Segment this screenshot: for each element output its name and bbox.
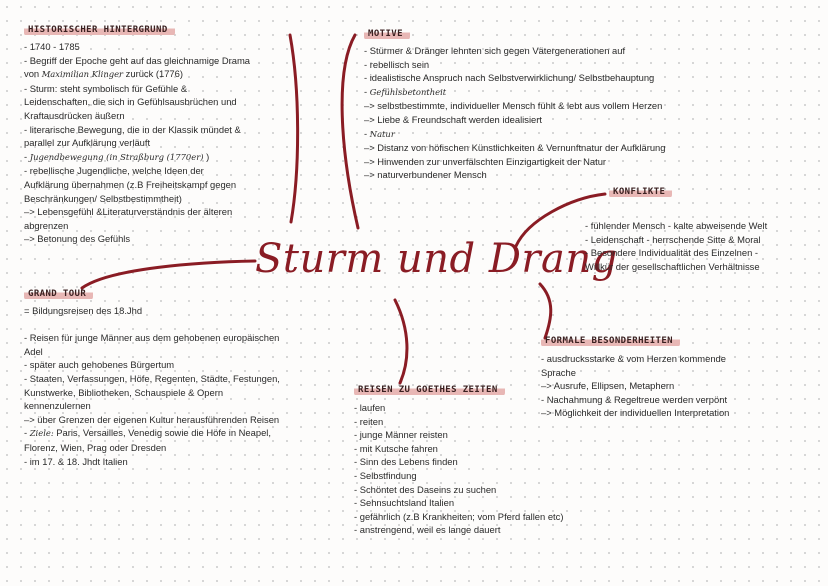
grandtour-text — [24, 304, 280, 468]
grandtour-line: - Reisen für junge Männer aus dem gehobenen europäischen — [24, 332, 280, 344]
handwritten-subheading: Gefühlsbetontheit — [369, 86, 447, 97]
historisch-line: parallel zur Aufklärung verläuft — [24, 137, 151, 149]
heading-reisen-zu-goethes-zeiten: REISEN ZU GOETHES ZEITEN — [354, 384, 505, 396]
historisch-line — [24, 67, 250, 82]
heading-motive: MOTIVE — [364, 28, 410, 40]
reisen-line: - laufen — [354, 402, 386, 413]
historisch-line: Kraftausdrücken äußern — [24, 109, 125, 121]
grandtour-line: - später auch gehobenes Bürgertum — [24, 359, 175, 371]
grandtour-line: Florenz, Wien, Prag oder Dresden — [24, 441, 167, 453]
formal-line: Sprache — [541, 366, 576, 378]
heading-konflikte: KONFLIKTE — [609, 186, 672, 198]
motive-text — [364, 44, 666, 182]
branch-motive — [342, 35, 358, 228]
branch-formal — [540, 284, 551, 338]
historisch-line: - rebellische Jugendliche, welche Ideen der — [24, 165, 204, 177]
branch-historisch — [290, 35, 298, 222]
motive-line: –> Liebe & Freundschaft werden idealisiert — [364, 113, 542, 125]
text-segment: Paris, Versailles, Venedig sowie die Höfe in Neapel, — [53, 427, 271, 439]
motive-line: –> selbstbestimmte, individueller Mensch fühlt & lebt aus vollem Herzen — [364, 100, 663, 112]
formal-text — [541, 352, 729, 420]
konflikte-line: Willkür der gesellschaftlichen Verhältnisse — [585, 260, 760, 272]
grandtour-line: kennenzulernen — [24, 400, 91, 412]
grandtour-line: Kunstwerke, Bibliotheken, Schauspiele & Opern — [24, 386, 224, 398]
motive-line — [364, 85, 666, 100]
reisen-line: - reiten — [354, 415, 384, 427]
historisch-text — [24, 40, 250, 246]
reisen-text — [354, 401, 563, 537]
reisen-line: - gefährlich (z.B Krankheiten; vom Pferd fallen etc) — [354, 510, 564, 522]
motive-line: - Stürmer & Dränger lehnten sich gegen Vätergenerationen auf — [364, 45, 626, 56]
branch-reisen — [395, 300, 407, 383]
text-segment: - — [364, 85, 370, 97]
branch-grandtour — [82, 261, 255, 288]
konflikte-text — [585, 219, 767, 273]
heading-formale-besonderheiten: FORMALE BESONDERHEITEN — [541, 335, 680, 347]
reisen-line: - anstrengend, weil es lange dauert — [354, 524, 501, 536]
text-segment: - — [24, 150, 30, 162]
motive-line: - idealistische Anspruch nach Selbstverwirklichung/ Selbstbehauptung — [364, 72, 655, 84]
historisch-line: –> Betonung des Gefühls — [24, 233, 131, 245]
reisen-line: - Schöntet des Daseins zu suchen — [354, 483, 497, 495]
handwritten-name: Maximilian Klinger — [41, 69, 124, 80]
konflikte-line: - Leidenschaft - herrschende Sitte & Moral — [585, 233, 761, 245]
historisch-line: - 1740 - 1785 — [24, 41, 80, 52]
heading-historischer-hintergrund: HISTORISCHER HINTERGRUND — [24, 24, 175, 36]
central-title: Sturm und Drang — [255, 236, 618, 282]
formal-line: –> Ausrufe, Ellipsen, Metaphern — [541, 380, 675, 392]
handwritten-subheading: Natur — [369, 128, 395, 139]
text-segment: - — [364, 127, 370, 139]
reisen-line: - Sehnsuchtsland Italien — [354, 497, 455, 509]
historisch-line — [24, 150, 250, 165]
formal-line: –> Möglichkeit der individuellen Interpretation — [541, 407, 730, 419]
heading-grand-tour: GRAND TOUR — [24, 288, 93, 300]
reisen-line: - mit Kutsche fahren — [354, 442, 438, 454]
konflikte-line: - fühlender Mensch - kalte abweisende Welt — [585, 220, 768, 231]
konflikte-line: - Besondere Individualität des Einzelnen - — [585, 247, 759, 259]
text-segment: - — [24, 427, 30, 439]
text-segment: zurück (1776) — [123, 68, 183, 80]
reisen-line: - Selbstfindung — [354, 469, 417, 481]
motive-line: –> Hinwenden zur unverfälschten Einzigartigkeit der Natur — [364, 155, 607, 167]
motive-line: –> Distanz von höfischen Künstlichkeiten & Vernunftnatur der Aufklärung — [364, 142, 666, 154]
reisen-line: - Sinn des Lebens finden — [354, 456, 458, 468]
historisch-line: abgrenzen — [24, 219, 69, 231]
grandtour-line: - Staaten, Verfassungen, Höfe, Regenten, Städte, Festungen, — [24, 372, 280, 384]
motive-line — [364, 127, 666, 142]
motive-line: –> naturverbundener Mensch — [364, 169, 487, 181]
text-segment: ) — [203, 150, 210, 162]
reisen-line: - junge Männer reisten — [354, 429, 448, 441]
text-segment: von — [24, 68, 42, 80]
spacer — [24, 318, 280, 332]
historisch-line: - literarische Bewegung, die in der Klassik mündet & — [24, 123, 241, 135]
historisch-line: –> Lebensgefühl &Literaturverständnis der älteren — [24, 206, 233, 218]
grandtour-line: Adel — [24, 345, 43, 357]
historisch-line: Leidenschaften, die sich in Gefühlsausbrüchen und — [24, 96, 237, 108]
historisch-line: Beschränkungen/ Selbstbestimmtheit) — [24, 192, 182, 204]
formal-line: - Nachahmung & Regeltreue werden verpönt — [541, 393, 728, 405]
historisch-line: Aufklärung übernahmen (z.B Freiheitskampf gegen — [24, 178, 237, 190]
grandtour-line: = Bildungsreisen des 18.Jhd — [24, 305, 143, 316]
handwritten-note: Jugendbewegung (in Straßburg (1770er) — [29, 151, 204, 162]
historisch-line: - Begriff der Epoche geht auf das gleichnamige Drama — [24, 54, 250, 66]
handwritten-label: Ziele: — [29, 428, 54, 439]
grandtour-line — [24, 426, 280, 441]
formal-line: - ausdrucksstarke & vom Herzen kommende — [541, 353, 726, 364]
grandtour-line: - im 17. & 18. Jhdt Italien — [24, 455, 128, 467]
motive-line: - rebellisch sein — [364, 58, 430, 70]
historisch-line: - Sturm: steht symbolisch für Gefühle & — [24, 82, 188, 94]
grandtour-line: –> über Grenzen der eigenen Kultur herausführenden Reisen — [24, 413, 280, 425]
